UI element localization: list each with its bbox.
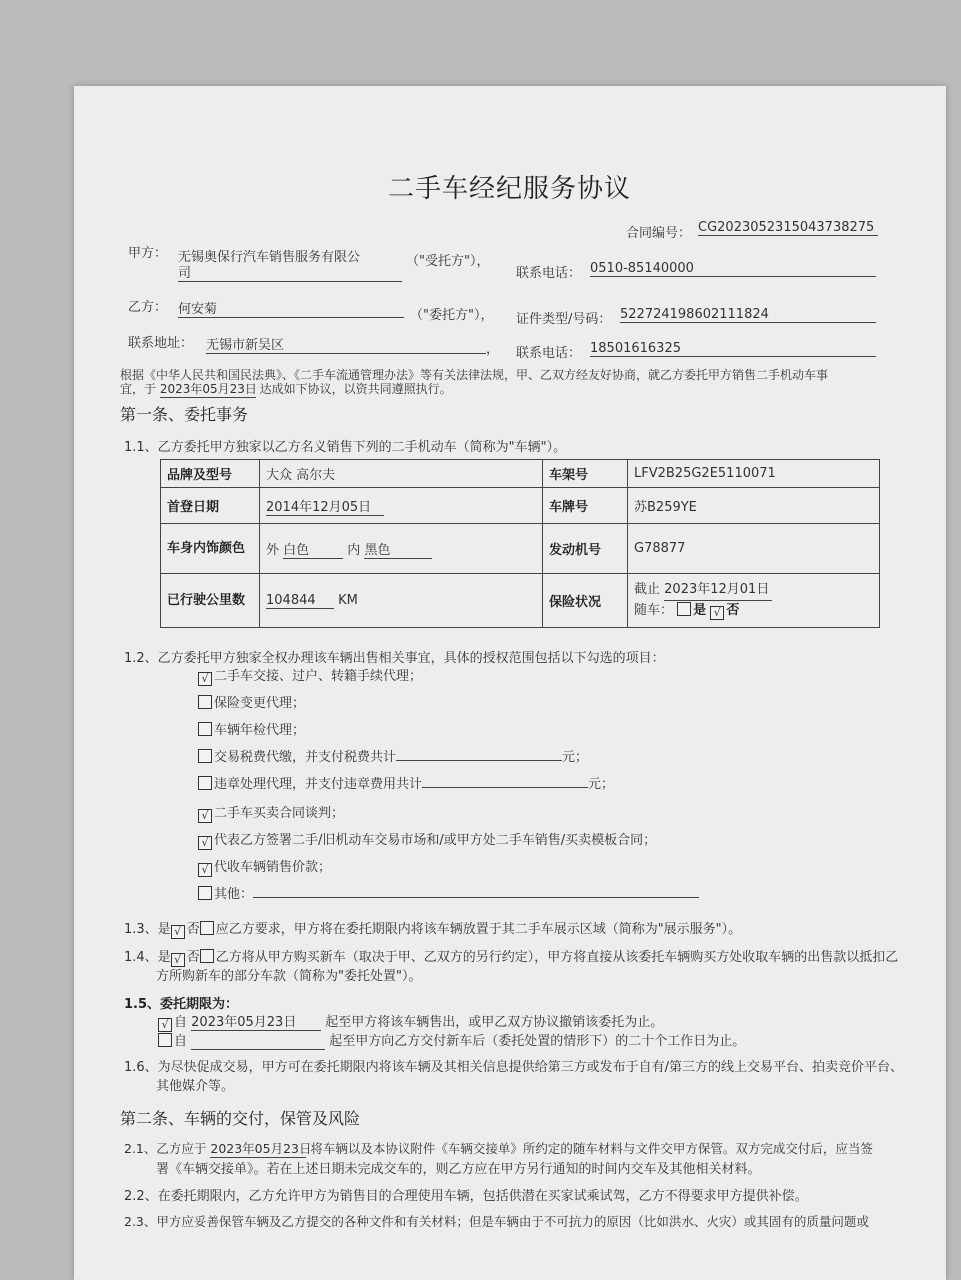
option-transfer-checkbox[interactable]: √ (198, 672, 212, 686)
option-transfer: √ 二手车交接、过户、转籍手续代理； (198, 665, 422, 686)
exterior-color: 白色 (283, 539, 343, 559)
interior-label: 内 (347, 542, 361, 558)
mileage-label: 已行驶公里数 (161, 574, 260, 628)
preamble-line1: 根据《中华人民共和国民法典》、《二手车流通管理办法》等有关法律法规，甲、乙双方经友好协商，就乙方委托甲方销售二手机动车事 (120, 368, 829, 382)
clause-1-4-no-checkbox[interactable] (200, 949, 214, 963)
clause-2-2: 2.2、在委托期限内，乙方允许甲方为销售目的合理使用车辆，包括供潜在买家试乘试驾，乙方不得要求甲方提供补偿。 (124, 1189, 808, 1204)
insurance-until: 2023年12月01日 (664, 580, 772, 601)
party-b-address-tail: ， (486, 342, 500, 357)
term-start-date: 2023年05月23日 (191, 1011, 321, 1031)
party-a-label: 甲方： (128, 246, 168, 261)
option-tax-checkbox[interactable] (198, 749, 212, 763)
party-a-name-line2: 司 (178, 262, 402, 282)
clause-2-1-line1: 2.1、乙方应于 2023年05月23日 将车辆以及本协议附件《车辆交接单》所约定的随车材料与文件交甲方保管。双方完成交付后，应当签 (124, 1141, 873, 1156)
insurance-cell (628, 574, 880, 628)
vin-value: LFV2B25G2E5110071 (628, 460, 880, 488)
option-sign-contract-checkbox[interactable]: √ (198, 836, 212, 850)
color-cell (260, 524, 543, 574)
plate-value: 苏B259YE (628, 488, 880, 524)
option-other: 其他： (198, 883, 699, 902)
insurance-no-checkbox[interactable]: √ (710, 606, 724, 620)
option-other-checkbox[interactable] (198, 886, 212, 900)
reg-date-cell (260, 488, 543, 524)
party-a-phone-label: 联系电话： (516, 266, 582, 281)
option-violation-checkbox[interactable] (198, 776, 212, 790)
section1-heading: 第一条、委托事务 (120, 405, 249, 424)
party-b-phone-label: 联系电话： (516, 346, 582, 361)
clause-1-3-yes-checkbox[interactable]: √ (171, 925, 185, 939)
handover-date: 2023年05月23日 (210, 1141, 312, 1156)
party-b-role: （"委托方"）， (410, 308, 494, 323)
contract-page (74, 86, 946, 1280)
party-b-label: 乙方： (128, 300, 168, 315)
option-negotiation: √ 二手车买卖合同谈判； (198, 802, 344, 823)
contract-number-value: CG20230523150437382​75 (698, 220, 878, 236)
term-sold-checkbox[interactable]: √ (158, 1018, 172, 1032)
document-title: 二手车经纪服务协议 (388, 174, 632, 204)
insurance-with-label: 随车： (634, 603, 674, 618)
clause-1-1: 1.1、乙方委托甲方独家以乙方名义销售下列的二手机动车（简称为"车辆"）。 (124, 440, 567, 455)
option-violation: 违章处理代理，并支付违章费用共计 元； (198, 773, 614, 792)
interior-color: 黑色 (364, 539, 432, 559)
engine-label: 发动机号 (543, 524, 628, 574)
option-tax: 交易税费代缴，并支付税费共计 元； (198, 746, 588, 765)
option-annual-inspection: 车辆年检代理； (198, 719, 305, 738)
vin-label: 车架号 (543, 460, 628, 488)
party-b-id-label: 证件类型/号码： (516, 312, 612, 327)
clause-1-6-line1: 1.6、为尽快促成交易，甲方可在委托期限内将该车辆及其相关信息提供给第三方或发布于自有/第三方的线上交易平台、拍卖竞价平台、 (124, 1060, 904, 1075)
party-b-address-label: 联系地址： (128, 336, 194, 351)
color-label: 车身内饰颜色 (161, 524, 260, 574)
section2-heading: 第二条、车辆的交付，保管及风险 (120, 1109, 361, 1128)
party-a-phone: 0510-85140000 (590, 261, 876, 277)
reg-date-value: 2014年12月05日 (266, 496, 384, 516)
mileage-unit: KM (338, 592, 358, 608)
clause-1-4: 1.4、是 √ 否 乙方将从甲方购买新车（取决于甲、乙双方的另行约定），甲方将直接从该委托车辆购买方处收取车辆的出售款以抵扣乙 (124, 950, 899, 966)
contract-number-label: 合同编号： (626, 226, 692, 241)
engine-value: G78877 (628, 524, 880, 574)
party-a-name-line1: 无锡奥保行汽车销售服务有限公 (178, 250, 361, 265)
exterior-label: 外 (266, 542, 280, 558)
term-new-car-checkbox[interactable] (158, 1033, 172, 1047)
preamble-line2: 宜，于 2023年05月23日 达成如下协议，以资共同遵照执行。 (120, 382, 452, 396)
mileage-value: 104844 (266, 593, 334, 609)
option-sign-contract: √ 代表乙方签署二手/旧机动车交易市场和/或甲方处二手车销售/买卖模板合同； (198, 829, 656, 850)
option-annual-inspection-checkbox[interactable] (198, 722, 212, 736)
vehicle-info-table (160, 459, 880, 628)
clause-2-1-line2: 署《车辆交接单》。若在上述日期未完成交车的，则乙方应在甲方另行通知的时间内交车及其他相关材料。 (156, 1162, 761, 1177)
clause-1-4-yes-checkbox[interactable]: √ (171, 953, 185, 967)
reg-date-label: 首登日期 (161, 488, 260, 524)
insurance-yes-checkbox[interactable] (677, 602, 691, 616)
clause-1-2: 1.2、乙方委托甲方独家全权办理该车辆出售相关事宜，具体的授权范围包括以下勾选的项目： (124, 651, 665, 666)
plate-label: 车牌号 (543, 488, 628, 524)
option-negotiation-checkbox[interactable]: √ (198, 809, 212, 823)
clause-2-3: 2.3、甲方应妥善保管车辆及乙方提交的各种文件和有关材料；但是车辆由于不可抗力的原因（比如洪水、火灾）或其固有的质量问题或 (124, 1214, 869, 1229)
insurance-until-label: 截止 (634, 582, 661, 597)
brand-label: 品牌及型号 (161, 460, 260, 488)
clause-1-3-no-checkbox[interactable] (200, 921, 214, 935)
party-b-address: 无锡市新吴区 (206, 334, 486, 354)
insurance-yes-label: 是 (693, 603, 707, 618)
party-b-id-value: 522724198602111824 (620, 307, 876, 323)
clause-1-4-line2: 方所购新车的部分车款（简称为"委托处置"）。 (156, 969, 422, 984)
party-b-name: 何安菊 (178, 298, 404, 318)
clause-1-6-line2: 其他媒介等。 (156, 1079, 235, 1094)
option-collect-payment: √ 代收车辆销售价款； (198, 856, 331, 877)
mileage-cell (260, 574, 543, 628)
party-b-phone: 18501616325 (590, 341, 876, 357)
clause-1-5-option-a: √ 自 2023年05月23日 起至甲方将该车辆售出，或甲乙双方协议撤销该委托为止。 (158, 1011, 663, 1032)
option-insurance-change-checkbox[interactable] (198, 695, 212, 709)
party-a-role: （"受托方"）， (406, 254, 490, 269)
option-insurance-change: 保险变更代理； (198, 692, 305, 711)
option-collect-payment-checkbox[interactable]: √ (198, 863, 212, 877)
insurance-label: 保险状况 (543, 574, 628, 628)
clause-1-5-label: 1.5、委托期限为： (124, 997, 239, 1012)
brand-value: 大众 高尔夫 (260, 460, 543, 488)
clause-1-5-option-b: 自 起至甲方向乙方交付新车后（委托处置的情形下）的二十个工作日为止。 (158, 1030, 745, 1050)
insurance-no-label: 否 (726, 603, 740, 618)
clause-1-3: 1.3、是 √ 否 应乙方要求，甲方将在委托期限内将该车辆放置于其二手车展示区域（简称为"展示服务"）。 (124, 922, 742, 938)
